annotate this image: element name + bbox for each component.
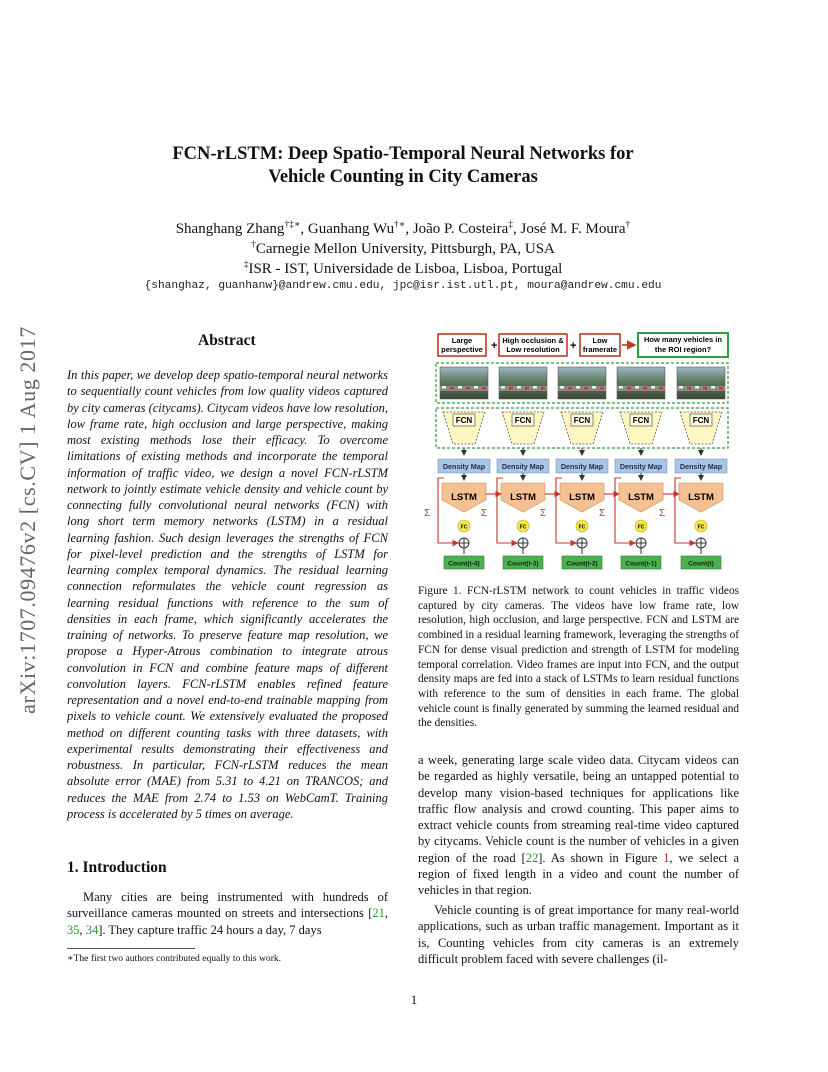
challenge-box-1-line-2: perspective xyxy=(441,345,483,354)
vehicle-mark xyxy=(719,387,723,390)
right-p1-text-3: , we select a region of fixed length in a video and count the number of vehicles in that region. xyxy=(418,850,739,897)
challenge-box-2-line-2: Low resolution xyxy=(506,345,560,354)
video-frame-thumbnail xyxy=(558,367,606,399)
vehicle-mark xyxy=(584,387,588,390)
author-3: , João P. Costeira xyxy=(405,221,509,237)
arxiv-identifier-text: arXiv:1707.09476v2 [cs.CV] 1 Aug 2017 xyxy=(15,326,40,714)
vehicle-mark xyxy=(501,386,505,389)
author-names xyxy=(80,219,726,239)
sigma-symbol: Σ xyxy=(540,508,547,519)
density-map-label: Density Map xyxy=(560,462,604,471)
abstract-text: In this paper, we develop deep spatio-temporal neural networks to sequentially count vehicles from low quality videos captured by city cameras (citycams). Citycam videos have low resolution, low frame rate, high occlusion and large perspective, making most existing methods lose their efficacy. To overcome limitations of existing methods and incorporate the temporal information of traffic video, we design a novel FCN-rLSTM network to jointly estimate vehicle density and vehicle count by connecting fully convolutional neural networks (FCN) with long short term memory networks (LSTM) in a residual learning fashion. Such design leverages the strengths of FCN for pixel-level prediction and the strengths of LSTM for learning complex temporal dynamics. The residual learning connection reformulates the vehicle count regression as learning residual functions with reference to the sum of densities in each frame, which significantly accelerates the training of networks. To preserve feature map resolution, we propose a Hyper-Atrous combination to integrate atrous convolution in FCN and combine feature maps of different convolution layers. FCN-rLSTM enables refined feature representation and a novel end-to-end trainable mapping from pixels to vehicle count. We extensively evaluated the proposed method on different counting tasks with three datasets, with experimental results demonstrating their effectiveness and robustness. In particular, FCN-rLSTM reduces the mean absolute error (MAE) from 5.31 to 4.21 on TRANCOS; and reduces the MAE from 2.74 to 1.53 on WebCamT. Training process is accelerated by 5 times on average. xyxy=(67,368,388,821)
fcn-label: FCN xyxy=(632,416,650,425)
paper-title xyxy=(80,143,726,189)
sigma-symbol: Σ xyxy=(599,508,606,519)
vehicle-mark xyxy=(533,386,537,389)
right-p1-text-2: ]. As shown in Figure xyxy=(538,850,664,865)
density-map-label: Density Map xyxy=(442,462,486,471)
affiliation-2 xyxy=(80,259,726,279)
lstm-label: LSTM xyxy=(451,492,477,503)
lstm-label: LSTM xyxy=(628,492,654,503)
count-label: Count(t-3) xyxy=(507,560,539,568)
lstm-label: LSTM xyxy=(569,492,595,503)
author-4-marks: † xyxy=(625,220,631,230)
road-strip xyxy=(677,386,725,391)
affiliation-1-mark: † xyxy=(251,240,256,250)
vehicle-mark xyxy=(466,387,470,390)
road-strip xyxy=(440,386,488,391)
affiliation-1-text: Carnegie Mellon University, Pittsburgh, PA, USA xyxy=(255,241,555,257)
title-line-2: Vehicle Counting in City Cameras xyxy=(268,167,538,187)
density-map-label: Density Map xyxy=(619,462,663,471)
vehicle-mark xyxy=(651,386,655,389)
count-label: Count(t-1) xyxy=(625,560,657,568)
author-1: Shanghang Zhang xyxy=(175,221,285,237)
road-strip xyxy=(558,386,606,391)
intro-sep-2: , xyxy=(79,922,86,937)
figure-reference-link[interactable]: 1 xyxy=(663,850,670,865)
plus-sign-1: + xyxy=(491,340,498,352)
abstract-heading: Abstract xyxy=(198,332,256,349)
fc-label: FC xyxy=(578,524,586,531)
affiliation-1 xyxy=(80,239,726,259)
citation-link[interactable]: 22 xyxy=(525,850,539,865)
affiliation-2-mark: ‡ xyxy=(243,260,249,270)
sigma-symbol: Σ xyxy=(659,508,666,519)
footnote-divider xyxy=(67,948,195,949)
road-strip xyxy=(499,386,547,391)
citation-link[interactable]: 21 xyxy=(372,906,385,921)
vehicle-mark xyxy=(474,386,478,389)
figure-1 xyxy=(418,328,739,576)
vehicle-mark xyxy=(525,387,529,390)
vehicle-mark xyxy=(635,386,639,389)
count-label: Count(t) xyxy=(688,560,714,568)
challenge-box-1-line-1: Large xyxy=(451,336,473,345)
vehicle-mark xyxy=(509,387,513,390)
author-emails: {shanghaz, guanhanw}@andrew.cmu.edu, jpc@isr.ist.utl.pt, moura@andrew.cmu.edu xyxy=(144,280,662,292)
fc-label: FC xyxy=(460,524,468,531)
vehicle-mark xyxy=(627,387,631,390)
fc-label: FC xyxy=(519,524,527,531)
intro-text-2: ]. They capture traffic 24 hours a day, 7 days xyxy=(98,922,322,937)
count-label: Count(t-2) xyxy=(566,560,598,568)
road-strip xyxy=(617,386,665,391)
plus-sign-2: + xyxy=(570,340,577,352)
challenge-box-3-line-1: Low xyxy=(592,336,608,345)
author-1-marks: †‡∗ xyxy=(284,220,301,230)
arxiv-identifier xyxy=(8,285,48,755)
vehicle-mark xyxy=(592,386,596,389)
video-frame-thumbnail xyxy=(677,367,725,399)
vehicle-mark xyxy=(600,387,604,390)
vehicle-mark xyxy=(442,386,446,389)
vehicle-mark xyxy=(517,386,521,389)
challenge-box-2-line-1: High occlusion & xyxy=(502,336,564,345)
vehicle-mark xyxy=(482,387,486,390)
vehicle-mark xyxy=(687,387,691,390)
citation-link[interactable]: 34 xyxy=(85,922,99,937)
fcn-label: FCN xyxy=(692,416,710,425)
vehicle-mark xyxy=(679,386,683,389)
vehicle-mark xyxy=(643,387,647,390)
fcn-label: FCN xyxy=(514,416,532,425)
affiliation-2-text: ISR - IST, Universidade de Lisboa, Lisboa, Portugal xyxy=(248,261,563,277)
fc-label: FC xyxy=(637,524,645,531)
figure-1-diagram xyxy=(418,328,739,576)
density-map-label: Density Map xyxy=(679,462,723,471)
right-paragraph-1 xyxy=(418,752,739,898)
vehicle-mark xyxy=(576,386,580,389)
vehicle-mark xyxy=(458,386,462,389)
introduction-paragraph xyxy=(67,889,388,938)
count-label: Count(t-4) xyxy=(448,560,480,568)
vehicle-mark xyxy=(659,387,663,390)
video-frame-thumbnail xyxy=(440,367,488,399)
video-frame-thumbnail xyxy=(617,367,665,399)
vehicle-mark xyxy=(711,386,715,389)
intro-sep-1: , xyxy=(384,906,388,921)
video-frame-thumbnail xyxy=(499,367,547,399)
intro-text-1: Many cities are being instrumented with hundreds of surveillance cameras mounted on streets and intersections [ xyxy=(67,890,388,921)
vehicle-mark xyxy=(560,386,564,389)
citation-link[interactable]: 35 xyxy=(67,922,80,937)
footnote: ∗The first two authors contributed equally to this work. xyxy=(67,953,282,964)
challenge-box-3-line-2: framerate xyxy=(582,345,618,354)
sigma-symbol: Σ xyxy=(424,508,431,519)
vehicle-mark xyxy=(703,387,707,390)
author-2-marks: †∗ xyxy=(394,220,406,230)
figure-1-caption: Figure 1. FCN-rLSTM network to count vehicles in traffic videos captured by city cameras. The videos have low frame rate, low resolution, high occlusion, and large perspective. FCN and LSTM are combined in a residual learning framework, leveraging the strengths of FCN for dense visual prediction and strength of LSTM for modeling temporal correlation. Video frames are input into FCN, and the output density maps are fed into a stack of LSTMs to learn residual functions with reference to the sum of densities in each frame. The global vehicle count is finally generated by summing the learned residual and the densities. xyxy=(418,585,739,730)
fcn-label: FCN xyxy=(455,416,473,425)
vehicle-mark xyxy=(619,386,623,389)
question-line-1: How many vehicles in xyxy=(644,335,722,344)
vehicle-mark xyxy=(568,387,572,390)
author-2: , Guanhang Wu xyxy=(300,221,395,237)
right-paragraph-2: Vehicle counting is of great importance for many real-world applications, such as urban traffic management. Important as it is, Counting vehicles from city cameras is an extremely difficult problem faced with severe challenges (il- xyxy=(418,903,739,966)
vehicle-mark xyxy=(541,387,545,390)
author-3-marks: ‡ xyxy=(508,220,513,230)
vehicle-mark xyxy=(695,386,699,389)
fc-label: FC xyxy=(697,524,705,531)
page-number: 1 xyxy=(410,992,418,1007)
lstm-label: LSTM xyxy=(688,492,714,503)
introduction-heading: 1. Introduction xyxy=(67,859,167,876)
vehicle-mark xyxy=(450,387,454,390)
density-map-label: Density Map xyxy=(501,462,545,471)
lstm-label: LSTM xyxy=(510,492,536,503)
fcn-label: FCN xyxy=(573,416,591,425)
title-line-1: FCN-rLSTM: Deep Spatio-Temporal Neural Networks for xyxy=(172,144,634,164)
question-line-2: the ROI region? xyxy=(654,345,712,354)
sigma-symbol: Σ xyxy=(481,508,488,519)
author-4: , José M. F. Moura xyxy=(512,221,626,237)
right-p1-text-1: a week, generating large scale video data. Citycam videos can be regarded as highly versatile, being an untapped potential to develop many vision-based techniques for applications like traffic flow analysis and crowd counting. This paper aims to extract vehicle counts from streaming real-time video captured by citycams. Vehicle count is the number of vehicles in a given region of the road [ xyxy=(418,753,739,865)
author-block xyxy=(80,219,726,279)
